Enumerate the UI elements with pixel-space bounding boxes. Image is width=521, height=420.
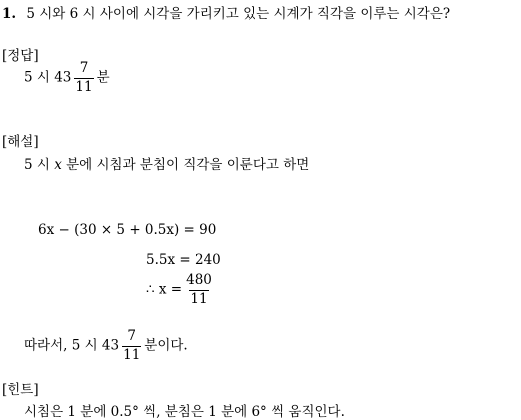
answer-label: [정답] xyxy=(2,48,39,64)
hint-text: 시침은 1 분에 0.5° 씩, 분침은 1 분에 6° 씩 움직인다. xyxy=(24,404,345,420)
question-text: 5 시와 6 시 사이에 시각을 가리키고 있는 시계가 직각을 이루는 시각은? xyxy=(26,6,451,22)
answer-fraction xyxy=(74,62,93,94)
conclusion-fraction xyxy=(122,330,141,362)
question-number: 1. xyxy=(2,6,17,22)
equation-3-prefix: ∴ x = xyxy=(146,281,183,298)
conclusion-suffix: 분이다. xyxy=(144,337,188,354)
equation-3-denominator: 11 xyxy=(190,290,208,307)
explanation-label: [해설] xyxy=(2,134,39,150)
conclusion-denominator: 11 xyxy=(123,346,141,363)
question-line xyxy=(2,2,450,22)
equation-1: 6x − (30 × 5 + 0.5x) = 90 xyxy=(38,222,217,238)
answer-fraction-denominator: 11 xyxy=(75,78,93,95)
answer-suffix: 분 xyxy=(96,69,110,86)
conclusion-prefix: 따라서, 5 시 43 xyxy=(24,337,120,354)
explanation-intro-before: 5 시 xyxy=(24,157,50,173)
equation-3-fraction xyxy=(185,274,213,306)
answer-prefix: 5 시 43 xyxy=(24,69,72,86)
explanation-intro-after: 분에 시침과 분침이 직각을 이룬다고 하면 xyxy=(66,157,310,173)
explanation-intro xyxy=(24,153,309,173)
equation-3 xyxy=(146,274,216,306)
answer-value xyxy=(24,62,110,94)
answer-fraction-numerator: 7 xyxy=(79,60,89,76)
equation-3-numerator: 480 xyxy=(186,272,212,288)
conclusion-numerator: 7 xyxy=(127,328,136,344)
hint-label: [힌트] xyxy=(2,382,39,398)
equation-2: 5.5x = 240 xyxy=(146,252,221,268)
explanation-intro-variable: x xyxy=(54,157,62,173)
conclusion-line xyxy=(24,330,188,362)
